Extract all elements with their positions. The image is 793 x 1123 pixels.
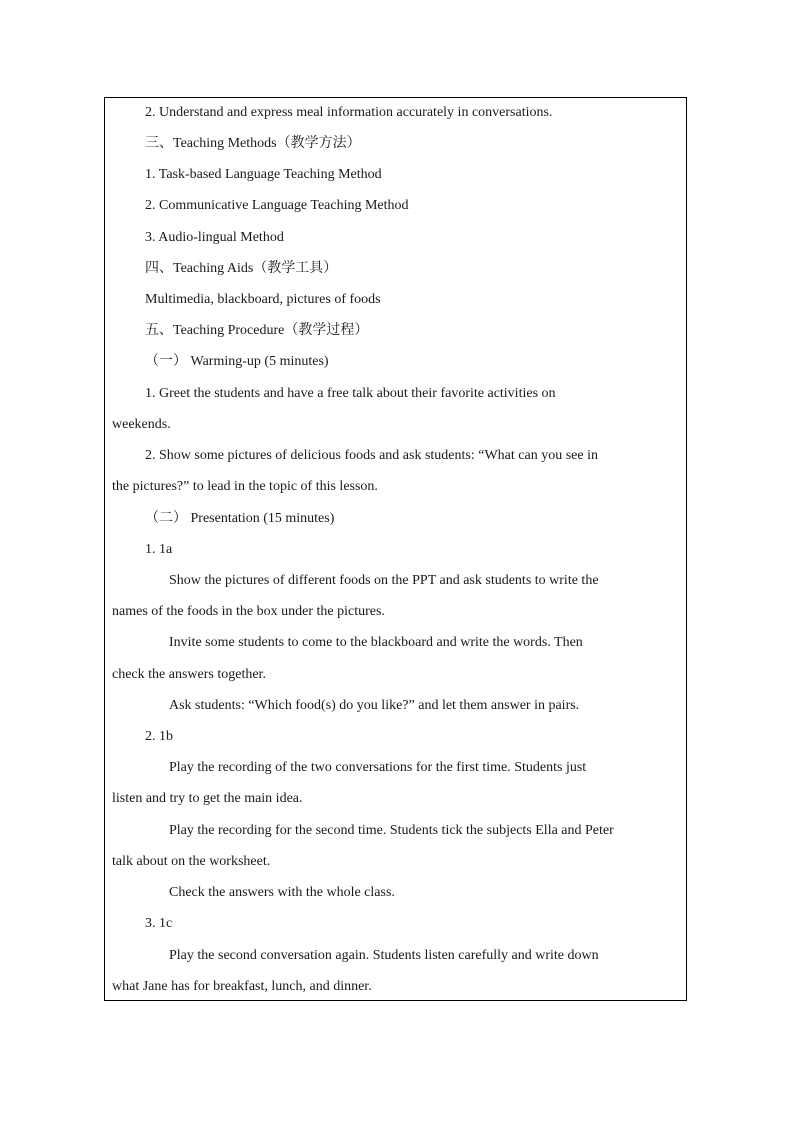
section-heading: 四、Teaching Aids（教学工具） — [145, 261, 338, 276]
text-line: 2. Show some pictures of delicious foods and ask students: “What can you see in — [145, 448, 598, 463]
text-line: Play the recording of the two conversations for the first time. Students just — [169, 760, 587, 775]
list-item: 1. Task-based Language Teaching Method — [145, 167, 382, 182]
section-heading: 三、Teaching Methods（教学方法） — [145, 136, 361, 151]
list-item: 3. Audio-lingual Method — [145, 230, 284, 245]
step-label: 1. 1a — [145, 542, 173, 557]
bottom-mark: · — [198, 1024, 200, 1030]
text-line: talk about on the worksheet. — [112, 854, 271, 869]
text-line: Invite some students to come to the blackboard and write the words. Then — [169, 635, 583, 650]
text-line: 2. Understand and express meal information accurately in conversations. — [145, 105, 553, 120]
text-line: Multimedia, blackboard, pictures of foods — [145, 292, 381, 307]
text-line: Play the second conversation again. Students listen carefully and write down — [169, 948, 599, 963]
step-label: 3. 1c — [145, 916, 173, 931]
text-line: Check the answers with the whole class. — [169, 885, 395, 900]
text-line: 1. Greet the students and have a free talk about their favorite activities on — [145, 386, 556, 401]
text-line: listen and try to get the main idea. — [112, 791, 303, 806]
text-line: the pictures?” to lead in the topic of this lesson. — [112, 479, 378, 494]
text-line: names of the foods in the box under the pictures. — [112, 604, 385, 619]
section-heading: 五、Teaching Procedure（教学过程） — [145, 323, 369, 338]
top-mark: · — [580, 64, 582, 70]
text-line: weekends. — [112, 417, 171, 432]
sub-heading: （一） Warming-up (5 minutes) — [145, 354, 329, 369]
step-label: 2. 1b — [145, 729, 173, 744]
sub-heading: （二） Presentation (15 minutes) — [145, 511, 335, 526]
text-line: what Jane has for breakfast, lunch, and dinner. — [112, 979, 372, 994]
text-line: check the answers together. — [112, 667, 266, 682]
text-line: Play the recording for the second time. Students tick the subjects Ella and Peter — [169, 823, 614, 838]
text-line: Ask students: “Which food(s) do you like?” and let them answer in pairs. — [169, 698, 580, 713]
list-item: 2. Communicative Language Teaching Method — [145, 198, 409, 213]
text-line: Show the pictures of different foods on the PPT and ask students to write the — [169, 573, 599, 588]
